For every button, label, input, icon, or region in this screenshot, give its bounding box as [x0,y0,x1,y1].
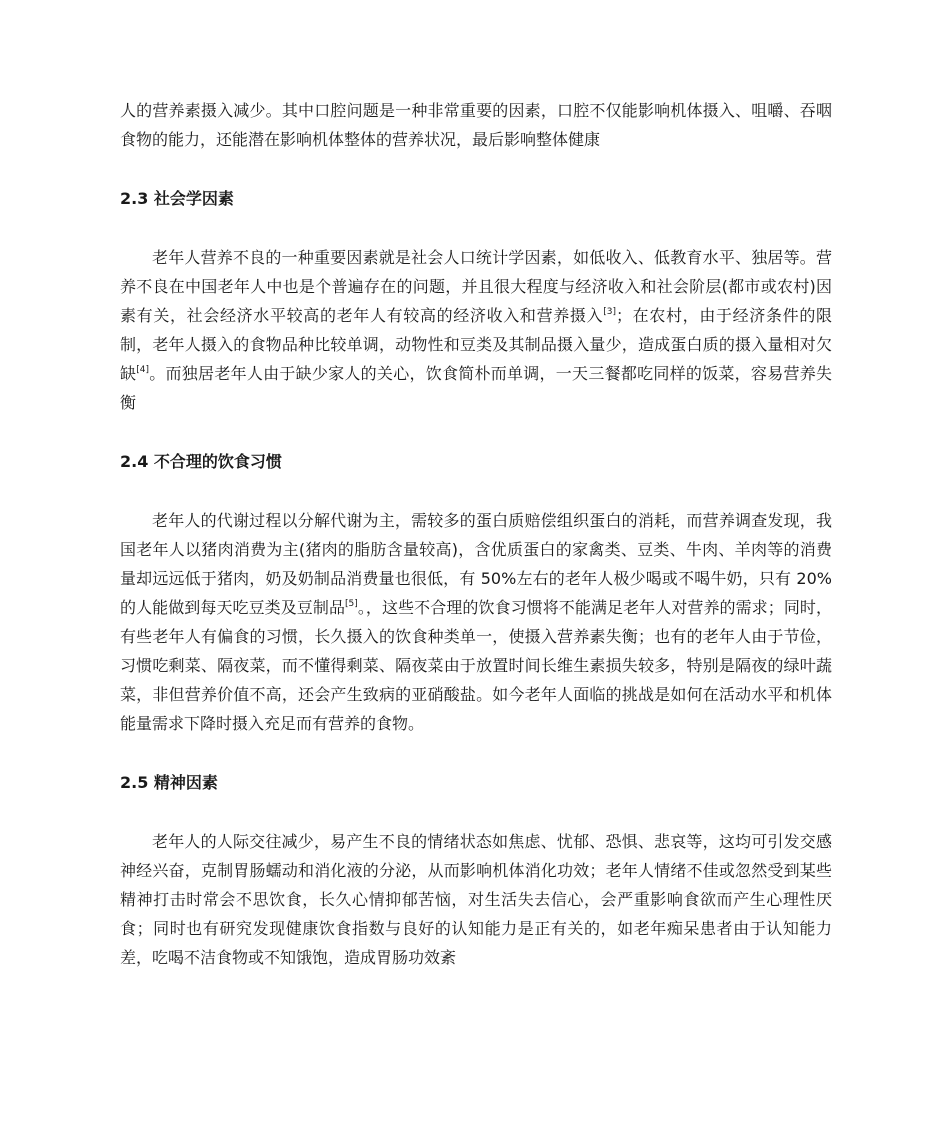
paragraph-text: 。而独居老年人由于缺少家人的关心，饮食简朴而单调，一天三餐都吃同样的饭菜，容易营养失衡 [120,364,832,412]
paragraph-text: 。，这些不合理的饮食习惯将不能满足老年人对营养的需求；同时，有些老年人有偏食的习惯，长久摄入的饮食种类单一，使摄入营养素失衡；也有的老年人由于节俭，习惯吃剩菜、隔夜菜，而不懂得剩菜、隔夜菜由于放置时间长维生素损失较多，特别是隔夜的绿叶蔬菜，非但营养价值不高，还会产生致病的亚硝酸盐。如今老年人面临的挑战是如何在活动水平和机体能量需求下降时摄入充足而有营养的食物。 [120,598,832,733]
citation-reference: [5] [345,599,358,609]
citation-reference: [3] [603,307,617,317]
paragraph-text: 老年人的人际交往减少，易产生不良的情绪状态如焦虑、忧郁、恐惧、悲哀等，这均可引发交感神经兴奋，克制胃肠蠕动和消化液的分泌，从而影响机体消化功效；老年人情绪不佳或忽然受到某些精神打击时常会不思饮食，长久心情抑郁苦恼，对生活失去信心，会严重影响食欲而产生心理性厌食；同时也有研究发现健康饮食指数与良好的认知能力是正有关的，如老年痴呆患者由于认知能力差，吃喝不洁食物或不知饿饱，造成胃肠功效紊 [120,832,832,967]
paragraph-text: 人的营养素摄入减少。其中口腔问题是一种非常重要的因素，口腔不仅能影响机体摄入、咀嚼、吞咽食物的能力，还能潜在影响机体整体的营养状况，最后影响整体健康 [120,101,832,149]
citation-reference: [4] [136,365,150,375]
section-heading: 2.3 社会学因素 [120,189,234,208]
body-paragraph [120,96,832,154]
paragraph-text: ；在农村，由于经济条件的限制，老年人摄入的食物品种比较单调，动物性和豆类及其制品摄入量少，造成蛋白质的摄入量相对欠缺 [120,306,832,383]
body-paragraph [120,243,832,417]
body-paragraph [120,827,832,972]
paragraph-text: 老年人的代谢过程以分解代谢为主，需较多的蛋白质赔偿组织蛋白的消耗，而营养调查发现，我国老年人以猪肉消费为主(猪肉的脂肪含量较高)，含优质蛋白的家禽类、豆类、牛肉、羊肉等的消费量却远远低于猪肉，奶及奶制品消费量也很低，有 50%左右的老年人极少喝或不喝牛奶，只有 20%的人能做到每天吃豆类及豆制品 [120,511,832,617]
section-heading: 2.5 精神因素 [120,773,218,792]
body-paragraph [120,506,832,738]
paragraph-text: 老年人营养不良的一种重要因素就是社会人口统计学因素，如低收入、低教育水平、独居等。营养不良在中国老年人中也是个普遍存在的问题，并且很大程度与经济收入和社会阶层(都市或农村)因素有关，社会经济水平较高的老年人有较高的经济收入和营养摄入 [120,248,832,325]
document-body [120,96,832,972]
section-heading: 2.4 不合理的饮食习惯 [120,452,282,471]
